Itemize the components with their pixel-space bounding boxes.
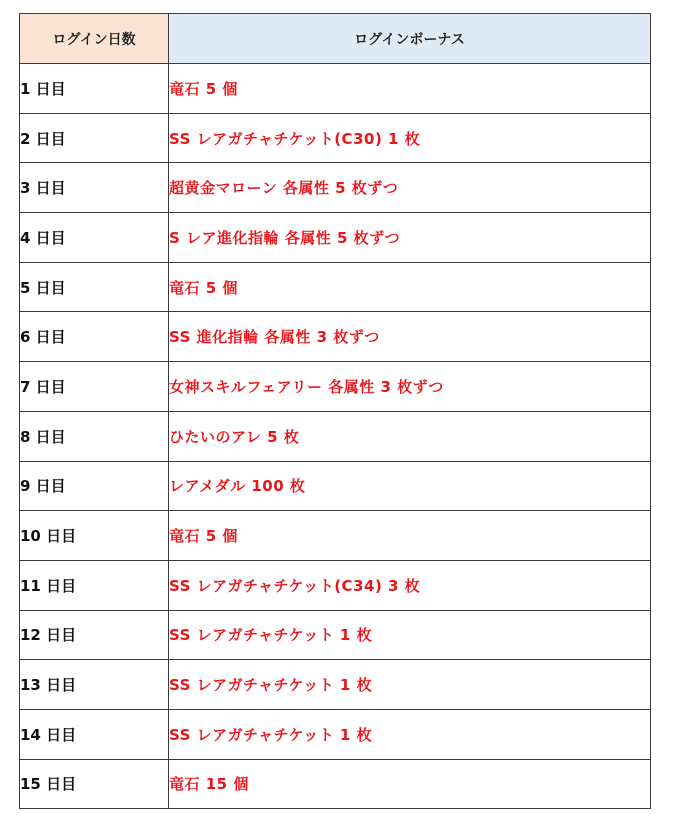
day-cell: 2 日目 xyxy=(20,113,169,163)
login-bonus-table xyxy=(19,13,651,809)
reward-cell: ひたいのアレ 5 枚 xyxy=(169,411,651,461)
table-row xyxy=(20,163,651,213)
table-body xyxy=(20,64,651,809)
reward-cell: S レア進化指輪 各属性 5 枚ずつ xyxy=(169,213,651,263)
reward-cell: SS レアガチャチケット 1 枚 xyxy=(169,660,651,710)
day-cell: 1 日目 xyxy=(20,64,169,114)
table-row xyxy=(20,362,651,412)
day-cell: 15 日目 xyxy=(20,759,169,809)
reward-cell: SS 進化指輪 各属性 3 枚ずつ xyxy=(169,312,651,362)
day-cell: 13 日目 xyxy=(20,660,169,710)
table-row xyxy=(20,610,651,660)
reward-cell: 竜石 5 個 xyxy=(169,64,651,114)
header-login-bonus: ログインボーナス xyxy=(169,14,651,64)
reward-cell: SS レアガチャチケット(C34) 3 枚 xyxy=(169,560,651,610)
table-row xyxy=(20,759,651,809)
table-row xyxy=(20,113,651,163)
day-cell: 8 日目 xyxy=(20,411,169,461)
reward-cell: SS レアガチャチケット(C30) 1 枚 xyxy=(169,113,651,163)
day-cell: 7 日目 xyxy=(20,362,169,412)
reward-cell: 竜石 5 個 xyxy=(169,262,651,312)
day-cell: 3 日目 xyxy=(20,163,169,213)
table-row xyxy=(20,461,651,511)
reward-cell: レアメダル 100 枚 xyxy=(169,461,651,511)
day-cell: 14 日目 xyxy=(20,709,169,759)
table-row xyxy=(20,560,651,610)
day-cell: 11 日目 xyxy=(20,560,169,610)
table-header-row xyxy=(20,14,651,64)
reward-cell: 女神スキルフェアリー 各属性 3 枚ずつ xyxy=(169,362,651,412)
day-cell: 10 日目 xyxy=(20,511,169,561)
table-row xyxy=(20,213,651,263)
table-row xyxy=(20,511,651,561)
table-row xyxy=(20,709,651,759)
reward-cell: 超黄金マローン 各属性 5 枚ずつ xyxy=(169,163,651,213)
table-row xyxy=(20,262,651,312)
header-login-days: ログイン日数 xyxy=(20,14,169,64)
reward-cell: 竜石 5 個 xyxy=(169,511,651,561)
day-cell: 5 日目 xyxy=(20,262,169,312)
reward-cell: SS レアガチャチケット 1 枚 xyxy=(169,709,651,759)
table-row xyxy=(20,660,651,710)
day-cell: 4 日目 xyxy=(20,213,169,263)
reward-cell: SS レアガチャチケット 1 枚 xyxy=(169,610,651,660)
table-row xyxy=(20,411,651,461)
day-cell: 9 日目 xyxy=(20,461,169,511)
table-row xyxy=(20,312,651,362)
day-cell: 6 日目 xyxy=(20,312,169,362)
reward-cell: 竜石 15 個 xyxy=(169,759,651,809)
table-row xyxy=(20,64,651,114)
day-cell: 12 日目 xyxy=(20,610,169,660)
